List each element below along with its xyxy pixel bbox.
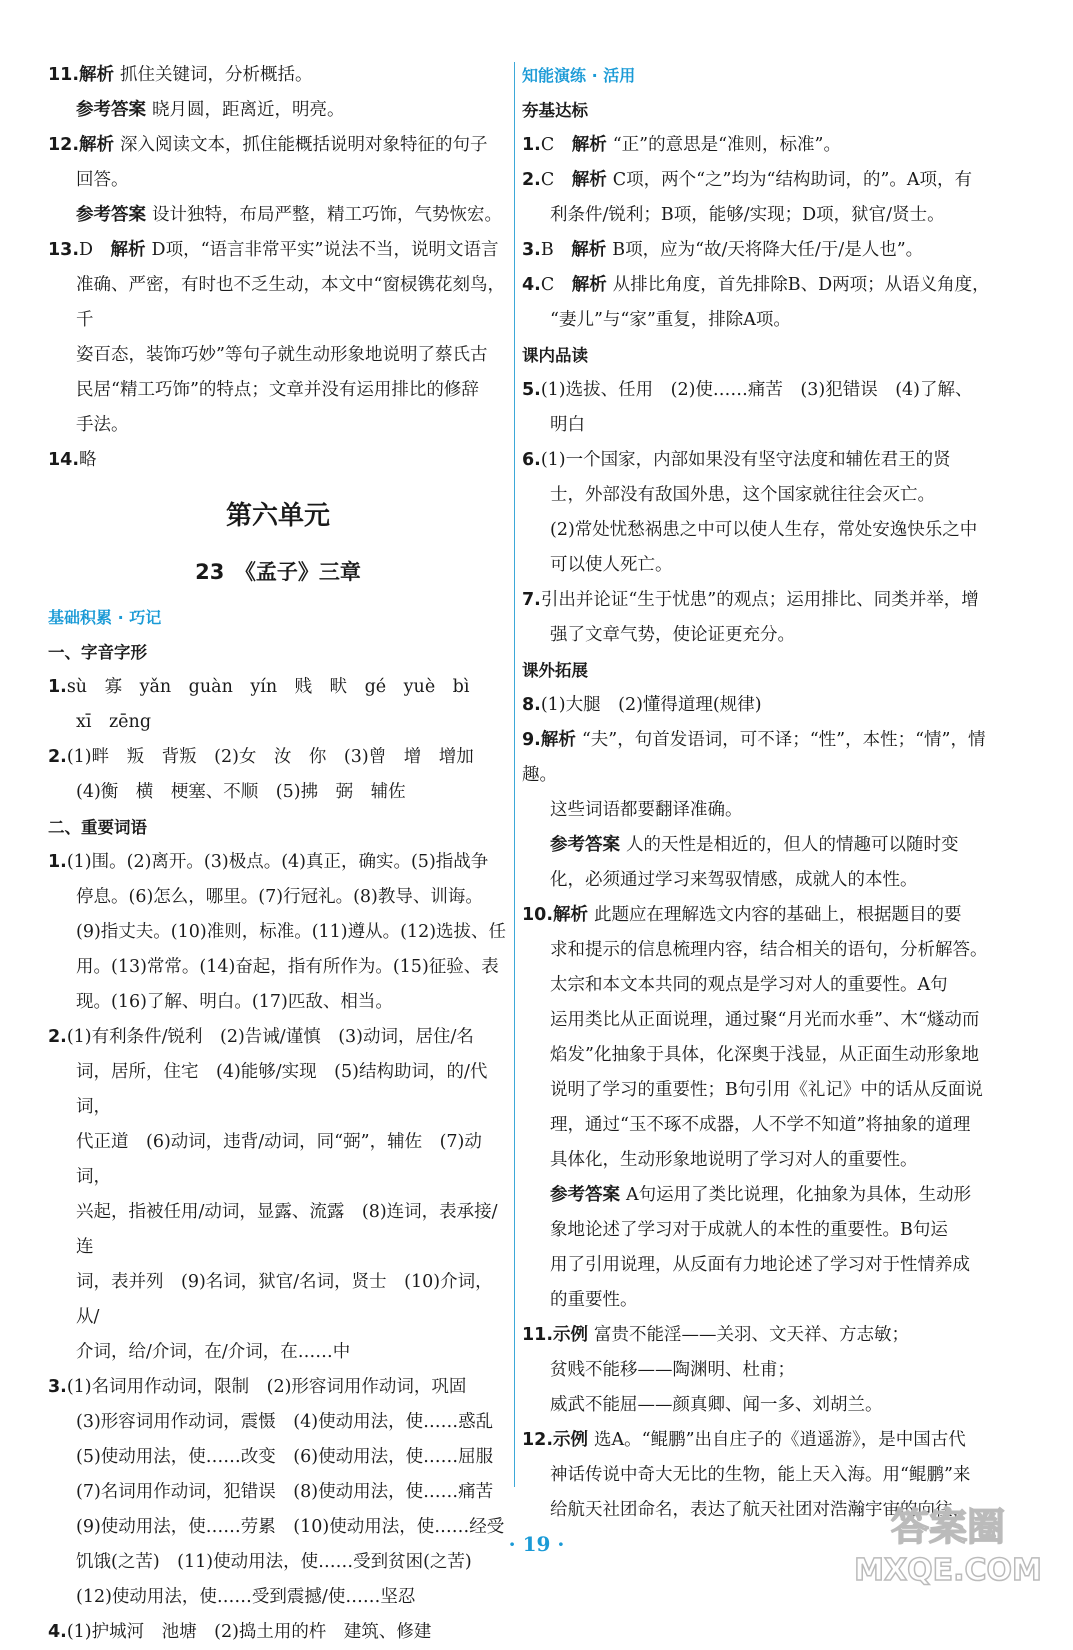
q13-line3: 姿百态，装饰巧妙”等句子就生动形象地说明了蔡氏古 (76, 345, 488, 365)
w2-line3: 代正道 (6)动词，违背/动词，同“弼”，辅佐 (7)动词， (76, 1132, 482, 1187)
r3: 3.B 解析 B项，应为“故/天将降大任/于/是人也”。 (522, 240, 924, 260)
r7-line2: 强了文章气势，使论证更充分。 (550, 625, 795, 645)
r4-line1: 4.C 解析 从排比角度，首先排除B、D两项；从语义角度， (522, 275, 990, 295)
subheading-pronunciation: 一、字音字形 (48, 643, 147, 662)
column-divider (514, 62, 515, 1487)
page-number: · 19 · (508, 1532, 565, 1556)
w3-line3: (5)使动用法，使……改变 (6)使动用法，使……屈服 (76, 1447, 494, 1467)
q11-answer: 参考答案 晓月圆，距离近，明亮。 (76, 100, 345, 120)
subheading-foundation: 夯基达标 (522, 101, 588, 120)
r7-line1: 7.引出并论证“生于忧患”的观点；运用排比、同类并举，增 (522, 590, 979, 610)
p2-line1: 2.(1)畔 叛 背叛 (2)女 汝 你 (3)曾 增 增加 (48, 747, 474, 767)
r12-line1: 12.示例 选A。“鲲鹏”出自庄子的《逍遥游》，是中国古代 (522, 1430, 966, 1450)
r4-line2: “妻儿”与“家”重复，排除A项。 (550, 310, 791, 330)
r10-answer3: 用了引用说理，从反面有力地论述了学习对于性情养成 (550, 1255, 970, 1275)
r10-line6: 说明了学习的重要性；B句引用《礼记》中的话从反面说 (550, 1080, 983, 1100)
r9-line2: 这些词语都要翻译准确。 (550, 800, 743, 820)
r10-line2: 求和提示的信息梳理内容，结合相关的语句，分析解答。 (550, 940, 988, 960)
r12-line3: 给航天社团命名，表达了航天社团对浩瀚宇宙的向往， (550, 1500, 970, 1520)
q13-line1: 13.D 解析 D项，“语言非常平实”说法不当，说明文语言 (48, 240, 499, 260)
r10-line4: 运用类比从正面说理，通过聚“月光而水垂”、木“燧动而 (550, 1010, 980, 1030)
subheading-vocabulary: 二、重要词语 (48, 818, 147, 837)
w2-line2: 词，居所，住宅 (4)能够/实现 (5)结构助词，的/代词， (76, 1062, 488, 1117)
q13-line5: 手法。 (76, 415, 129, 435)
r9-line1: 9.解析 “夫”，句首发语词，可不译；“性”，本性；“情”，情趣。 (522, 730, 986, 785)
r6-line2: 士，外部没有敌国外患，这个国家就往往会灭亡。 (550, 485, 935, 505)
r11-line3: 威武不能屈——颜真卿、闻一多、刘胡兰。 (550, 1395, 883, 1415)
r11-line1: 11.示例 富贵不能淫——关羽、文天祥、方志敏； (522, 1325, 910, 1345)
w2-line1: 2.(1)有利条件/锐利 (2)告诫/谨慎 (3)动词，居住/名 (48, 1027, 474, 1047)
w1-line3: (9)指丈夫。(10)准则，标准。(11)遵从。(12)选拔、任 (76, 922, 507, 942)
w2-line5: 词，表并列 (9)名词，狱官/名词，贤士 (10)介词，从/ (76, 1272, 493, 1327)
w1-line4: 用。(13)常常。(14)奋起，指有所作为。(15)征验、表 (76, 957, 499, 977)
r6-line3: (2)常处忧愁祸患之中可以使人生存，常处安逸快乐之中 (550, 520, 978, 540)
q11-analysis: 11.解析 抓住关键词，分析概括。 (48, 65, 313, 85)
w4-line1: 4.(1)护城河 池塘 (2)捣土用的杵 建筑、修建 (48, 1622, 432, 1642)
q14: 14.略 (48, 450, 97, 470)
r6-line4: 可以使人死亡。 (550, 555, 673, 575)
r10-line8: 具体化，生动形象地说明了学习对人的重要性。 (550, 1150, 918, 1170)
r11-line2: 贫贱不能移——陶渊明、杜甫； (550, 1360, 795, 1380)
subheading-extension: 课外拓展 (522, 661, 588, 680)
r12-line2: 神话传说中奇大无比的生物，能上天入海。用“鲲鹏”来 (550, 1465, 971, 1485)
w3-line5: (9)使动用法，使……劳累 (10)使动用法，使……经受 (76, 1517, 505, 1537)
q12-answer: 参考答案 设计独特，布局严整，精工巧饰，气势恢宏。 (76, 205, 502, 225)
q13-line2: 准确、严密，有时也不乏生动，本文中“窗棂镌花刻鸟，千 (76, 275, 505, 330)
section-heading-basics: 基础积累 · 巧记 (48, 608, 162, 627)
watermark-line2: MXQE.COM (854, 1553, 1042, 1588)
r1: 1.C 解析 “正”的意思是“准则，标准”。 (522, 135, 842, 155)
section-heading-practice: 知能演练 · 活用 (522, 66, 636, 85)
unit-title: 第六单元 (225, 501, 330, 531)
w1-line2: 停息。(6)怎么，哪里。(7)行冠礼。(8)教导、训诲。 (76, 887, 483, 907)
r2-line1: 2.C 解析 C项，两个“之”均为“结构助词，的”。A项，有 (522, 170, 973, 190)
w3-line7: (12)使动用法，使……受到震撼/使……坚忍 (76, 1587, 416, 1607)
w3-line1: 3.(1)名词用作动词，限制 (2)形容词用作动词，巩固 (48, 1377, 467, 1397)
q12-analysis: 12.解析 深入阅读文本，抓住能概括说明对象特征的句子 (48, 135, 488, 155)
right-column (522, 58, 992, 1528)
r10-line5: 焰发”化抽象于具体，化深奥于浅显，从正面生动形象地 (550, 1045, 979, 1065)
q12-analysis-cont: 回答。 (76, 170, 129, 190)
watermark-line1: 答案圈 (890, 1505, 1006, 1549)
r5-line2: 明白 (550, 415, 585, 435)
p2-line2: (4)衡 横 梗塞、不顺 (5)拂 弼 辅佐 (76, 782, 406, 802)
r10-line1: 10.解析 此题应在理解选文内容的基础上，根据题目的要 (522, 905, 962, 925)
w3-line4: (7)名词用作动词，犯错误 (8)使动用法，使……痛苦 (76, 1482, 494, 1502)
watermark-logo (853, 1492, 1043, 1592)
r9-answer1: 参考答案 人的天性是相近的，但人的情趣可以随时变 (550, 835, 959, 855)
r10-line3: 太宗和本文本共同的观点是学习对人的重要性。A句 (550, 975, 948, 995)
r5-line1: 5.(1)选拔、任用 (2)使……痛苦 (3)犯错误 (4)了解、 (522, 380, 973, 400)
r9-answer2: 化，必须通过学习来驾驭情感，成就人的本性。 (550, 870, 918, 890)
r10-answer4: 的重要性。 (550, 1290, 638, 1310)
w1-line5: 现。(16)了解、明白。(17)匹敌、相当。 (76, 992, 393, 1012)
w3-line6: 饥饿(之苦) (11)使动用法，使……受到贫困(之苦) (76, 1552, 472, 1572)
r10-line7: 理，通过“玉不琢不成器，人不学不知道”将抽象的道理 (550, 1115, 971, 1135)
r2-line2: 利条件/锐利；B项，能够/实现；D项，狱官/贤士。 (550, 205, 945, 225)
r6-line1: 6.(1)一个国家，内部如果没有坚守法度和辅佐君王的贤 (522, 450, 951, 470)
p1-line2: xī zēng (76, 712, 152, 732)
w2-line4: 兴起，指被任用/动词，显露、流露 (8)连词，表承接/连 (76, 1202, 498, 1257)
r8: 8.(1)大腿 (2)懂得道理(规律) (522, 695, 762, 715)
p1-line1: 1.sù 寡 yǎn guàn yín 贱 畎 gé yuè bì (48, 677, 470, 697)
w3-line2: (3)形容词用作动词，震慑 (4)使动用法，使……惑乱 (76, 1412, 494, 1432)
w1-line1: 1.(1)围。(2)离开。(3)极点。(4)真正，确实。(5)指战争 (48, 852, 489, 872)
r10-answer2: 象地论述了学习对于成就人的本性的重要性。B句运 (550, 1220, 948, 1240)
w2-line6: 介词，给/介词，在/介词，在……中 (76, 1342, 351, 1362)
left-column (48, 58, 508, 1650)
lesson-title: 23 《孟子》三章 (195, 560, 361, 584)
subheading-in-class: 课内品读 (522, 346, 588, 365)
r10-answer1: 参考答案 A句运用了类比说理，化抽象为具体，生动形 (550, 1185, 972, 1205)
q13-line4: 民居“精工巧饰”的特点；文章并没有运用排比的修辞 (76, 380, 479, 400)
